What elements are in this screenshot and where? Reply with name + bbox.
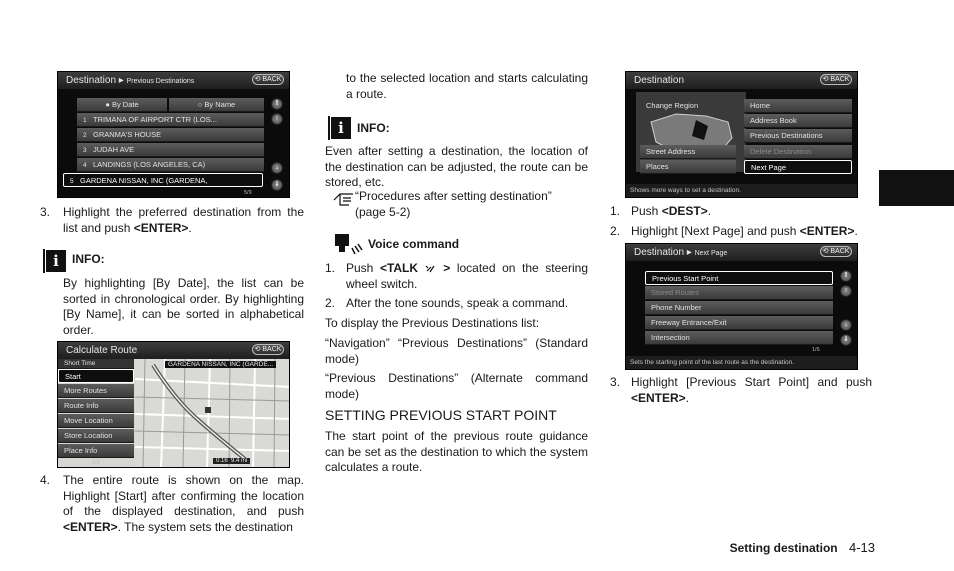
page-indicator: 1/6 xyxy=(812,347,820,353)
route-map xyxy=(135,359,290,468)
home-button[interactable]: Home xyxy=(744,99,852,113)
screen-title: Destination ▸ Next Page xyxy=(626,244,857,261)
display-intro: To display the Previous Destinations list: xyxy=(325,316,540,330)
info-icon: i xyxy=(331,117,351,139)
scroll-down-icon[interactable]: ↓ xyxy=(840,319,852,331)
previous-destinations-screen xyxy=(57,71,290,198)
command-alternate: “Previous Destinations” (Alternate command mode) xyxy=(325,371,588,401)
voice-step-2: 2. After the tone sounds, speak a command. xyxy=(325,296,569,310)
menu-item-store-location[interactable]: Store Location xyxy=(58,429,134,443)
page-footer xyxy=(700,540,875,555)
screen-title: Calculate Route xyxy=(58,342,289,359)
step-4-start-route: 4. The entire route is shown on the map. Highlight [Start] after confirming the location of the displayed destination, and push <ENTER>. The system sets the destination xyxy=(40,473,304,534)
menu-item-start[interactable]: Start xyxy=(58,369,134,383)
destination-menu-screen xyxy=(625,71,858,198)
info-icon: i xyxy=(46,250,66,272)
page-indicator: 5/9 xyxy=(244,190,252,196)
section-heading: SETTING PREVIOUS START POINT xyxy=(325,407,557,423)
page-indicator: 1/6 xyxy=(92,460,100,466)
list-item[interactable]: 3 JUDAH AVE xyxy=(77,143,264,157)
voice-command-heading: Voice command xyxy=(368,237,460,251)
status-bar: Shows more ways to set a destination. xyxy=(626,184,857,197)
freeway-entrance-exit-button[interactable]: Freeway Entrance/Exit xyxy=(645,316,833,330)
status-bar: Sets the starting point of the last route as the destination. xyxy=(626,356,857,369)
delete-destination-button: Delete Destination xyxy=(744,145,852,159)
intersection-button[interactable]: Intersection xyxy=(645,331,833,345)
list-item-selected[interactable]: 5 GARDENA NISSAN, INC (GARDENA, xyxy=(63,173,263,187)
back-button[interactable]: ⟲ BACK xyxy=(820,246,852,257)
destination-flag-icon xyxy=(205,407,211,413)
list-item[interactable]: 2 GRANMA'S HOUSE xyxy=(77,128,264,142)
reference-text: “Procedures after setting destination” (page 5-2) xyxy=(355,189,552,219)
next-page-button[interactable]: Next Page xyxy=(744,160,852,174)
page-number: 4-13 xyxy=(848,540,875,555)
command-standard: “Navigation” “Previous Destinations” (Standard mode) xyxy=(325,336,588,366)
list-item[interactable]: 1 TRIMANA OF AIRPORT CTR (LOS... xyxy=(77,113,264,127)
screen-title: Destination xyxy=(626,72,857,89)
scroll-down-icon[interactable]: ↓ xyxy=(271,162,283,174)
back-button[interactable]: ⟲ BACK xyxy=(252,344,284,355)
info-text: By highlighting [By Date], the list can be sorted in chronological order. By highlighting [By Name], it can be sorted in alphabetical order. xyxy=(63,276,304,337)
sort-by-date-tab[interactable]: ● By Date xyxy=(77,98,167,112)
voice-command-icon xyxy=(333,232,363,258)
right-step-3: 3. Highlight [Previous Start Point] and push <ENTER>. xyxy=(610,375,872,405)
menu-item-place-info[interactable]: Place Info xyxy=(58,444,134,458)
info-heading: INFO: xyxy=(357,121,390,135)
calculate-route-screen xyxy=(57,341,290,468)
phone-number-button[interactable]: Phone Number xyxy=(645,301,833,315)
menu-item-more-routes[interactable]: More Routes xyxy=(58,384,134,398)
stored-routes-button: Stored Routes xyxy=(645,286,833,300)
right-step-2: 2. Highlight [Next Page] and push <ENTER>. xyxy=(610,224,858,238)
address-book-button[interactable]: Address Book xyxy=(744,114,852,128)
scroll-top-icon[interactable]: ⇑ xyxy=(840,270,852,282)
menu-item-short-time: Short Time xyxy=(58,359,134,369)
voice-step-1: 1. Push <TALK > located on the steering wheel switch. xyxy=(325,261,588,291)
street-address-button[interactable]: Street Address xyxy=(640,145,736,159)
scroll-up-icon[interactable]: ↑ xyxy=(271,113,283,125)
reference-icon xyxy=(333,192,355,206)
change-region-button[interactable]: Change Region xyxy=(646,101,699,110)
map-destination-label: GARDENA NISSAN, INC (GARDE... xyxy=(165,361,276,368)
scroll-top-icon[interactable]: ⇑ xyxy=(271,98,283,110)
section-text: The start point of the previous route guidance can be set as the destination to which the system calculates a route. xyxy=(325,429,588,474)
footer-section-title: Setting destination xyxy=(729,541,838,555)
distance-readout: 0.16 9.4 mi xyxy=(213,458,250,464)
right-step-1: 1. Push <DEST>. xyxy=(610,204,712,218)
scroll-bottom-icon[interactable]: ⇓ xyxy=(271,179,283,191)
sort-by-name-tab[interactable]: ○ By Name xyxy=(169,98,264,112)
info-heading: INFO: xyxy=(72,252,105,266)
info-text: Even after setting a destination, the location of the destination can be adjusted, the route can be stored, etc. xyxy=(325,144,588,189)
step-3-select-destination: 3. Highlight the preferred destination from the list and push <ENTER>. xyxy=(40,205,304,235)
scroll-up-icon[interactable]: ↑ xyxy=(840,285,852,297)
destination-next-page-screen xyxy=(625,243,858,370)
screen-title: Destination ▸ Previous Destinations xyxy=(58,72,289,89)
previous-destinations-button[interactable]: Previous Destinations xyxy=(744,129,852,143)
back-button[interactable]: ⟲ BACK xyxy=(252,74,284,85)
menu-item-route-info[interactable]: Route Info xyxy=(58,399,134,413)
menu-item-move-location[interactable]: Move Location xyxy=(58,414,134,428)
places-button[interactable]: Places xyxy=(640,160,736,174)
back-button[interactable]: ⟲ BACK xyxy=(820,74,852,85)
list-item[interactable]: 4 LANDINGS (LOS ANGELES, CA) xyxy=(77,158,264,172)
previous-start-point-button[interactable]: Previous Start Point xyxy=(645,271,833,285)
talk-switch-icon xyxy=(425,263,437,273)
continued-text: to the selected location and starts calculating a route. xyxy=(346,71,588,101)
scroll-bottom-icon[interactable]: ⇓ xyxy=(840,334,852,346)
chapter-tab xyxy=(879,170,954,206)
